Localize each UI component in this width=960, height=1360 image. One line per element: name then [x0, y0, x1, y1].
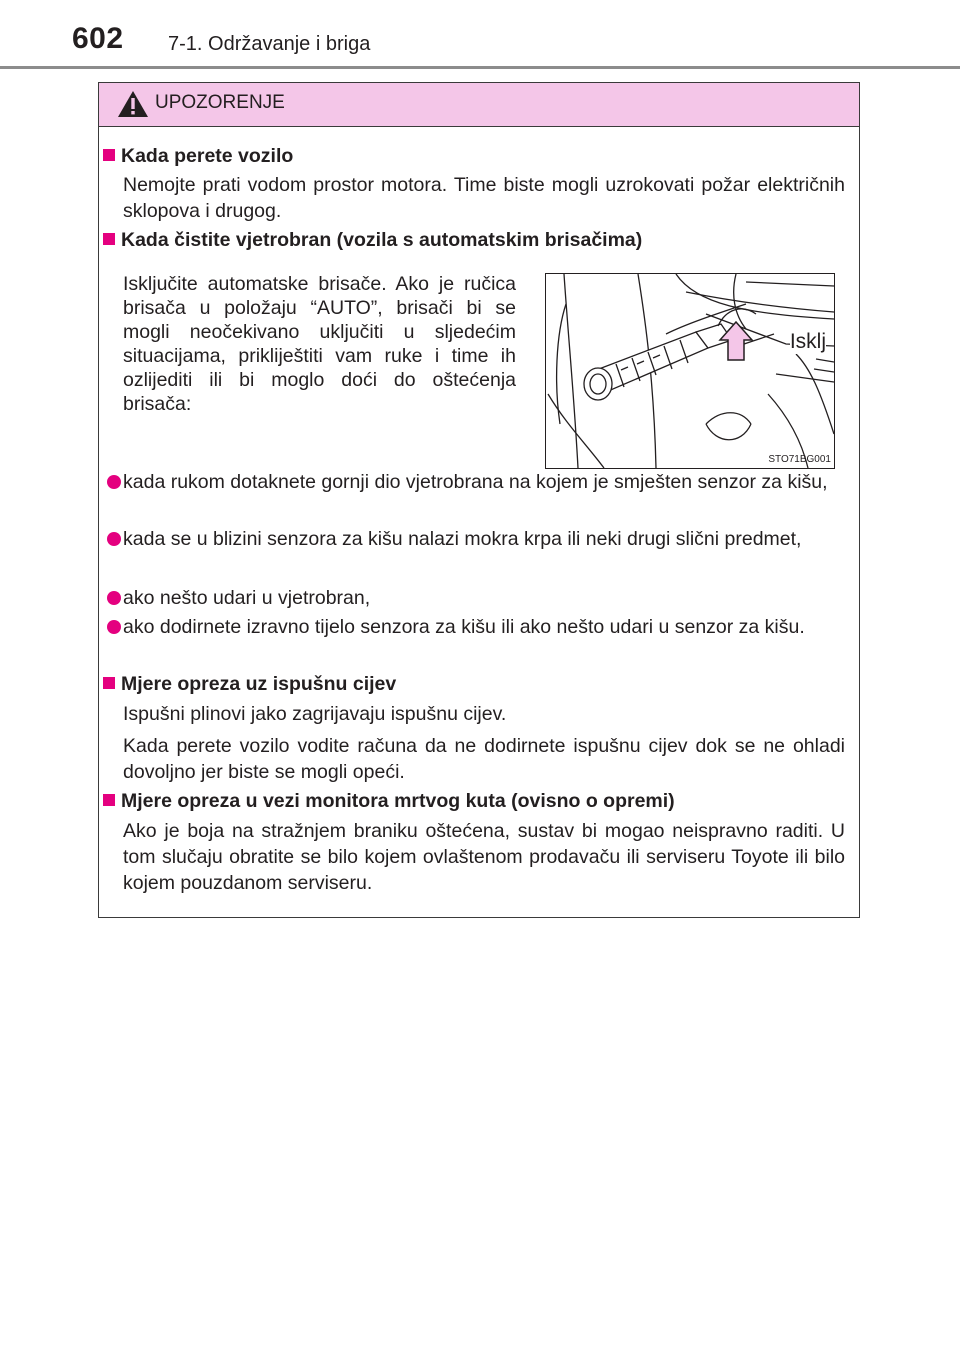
section-heading — [103, 673, 396, 696]
warning-title: UPOZORENJE — [155, 92, 285, 113]
warning-box — [98, 82, 860, 918]
list-item — [103, 469, 851, 495]
list-item-text: ako nešto udari u vjetrobran, — [123, 587, 371, 609]
list-item — [103, 614, 851, 640]
section-heading — [103, 790, 675, 813]
warning-header — [99, 83, 859, 127]
section-heading-text: Mjere opreza uz ispušnu cijev — [121, 673, 397, 695]
bullet-dot-icon — [107, 532, 121, 546]
square-bullet-icon — [103, 677, 115, 689]
bullet-dot-icon — [107, 475, 121, 489]
header-rule — [0, 66, 960, 69]
section-heading-text: Kada čistite vjetrobran (vozila s automatskim brisačima) — [121, 229, 643, 251]
paragraph: Kada perete vozilo vodite računa da ne dodirnete ispušnu cijev dok se ne ohladi dovoljno jer biste se mogli opeći. — [123, 735, 845, 783]
square-bullet-icon — [103, 233, 115, 245]
bullet-dot-icon — [107, 591, 121, 605]
list-item-text: kada rukom dotaknete gornji dio vjetrobrana na kojem je smješten senzor za kišu, — [123, 471, 828, 493]
page-number: 602 — [72, 22, 124, 55]
paragraph: Ako je boja na stražnjem braniku oštećena, sustav bi mogao neispravno raditi. U tom slučaju obratite se bilo kojem ovlaštenom prodavaču ili serviseru Toyote ili bilo kojem pouzdanom serviseru. — [123, 820, 845, 894]
list-item-text: kada se u blizini senzora za kišu nalazi mokra krpa ili neki drugi slični predmet, — [123, 528, 802, 550]
list-item — [103, 585, 851, 611]
section-heading — [103, 145, 293, 168]
off-position-label: Isklj — [789, 330, 826, 353]
section-title: 7-1. Održavanje i briga — [168, 33, 371, 55]
section-heading-text: Mjere opreza u vezi monitora mrtvog kuta (ovisno o opremi) — [121, 790, 675, 812]
wiper-lever-figure — [545, 273, 835, 469]
warning-triangle-icon — [117, 89, 149, 119]
list-item-text: ako dodirnete izravno tijelo senzora za kišu ili ako nešto udari u senzor za kišu. — [123, 616, 805, 638]
section-heading-text: Kada perete vozilo — [121, 145, 294, 167]
paragraph: Ispušni plinovi jako zagrijavaju ispušnu cijev. — [123, 703, 507, 725]
list-item — [103, 526, 851, 552]
square-bullet-icon — [103, 794, 115, 806]
bullet-dot-icon — [107, 620, 121, 634]
intro-paragraph: Isključite automatske brisače. Ako je ručica brisača u položaju “AUTO”, brisači bi se mogli neočekivano uključiti u sljedećim situacijama, prikliještiti vam ruke i time ih ozlijediti ili bi moglo doći do oštećenja brisača: — [123, 273, 516, 415]
paragraph: Nemojte prati vodom prostor motora. Time biste mogli uzrokovati požar električnih sklopova i drugog. — [123, 174, 845, 222]
wiper-lever-illustration — [546, 274, 834, 468]
figure-code: STO71BG001 — [768, 454, 831, 465]
section-heading — [103, 229, 642, 252]
square-bullet-icon — [103, 149, 115, 161]
